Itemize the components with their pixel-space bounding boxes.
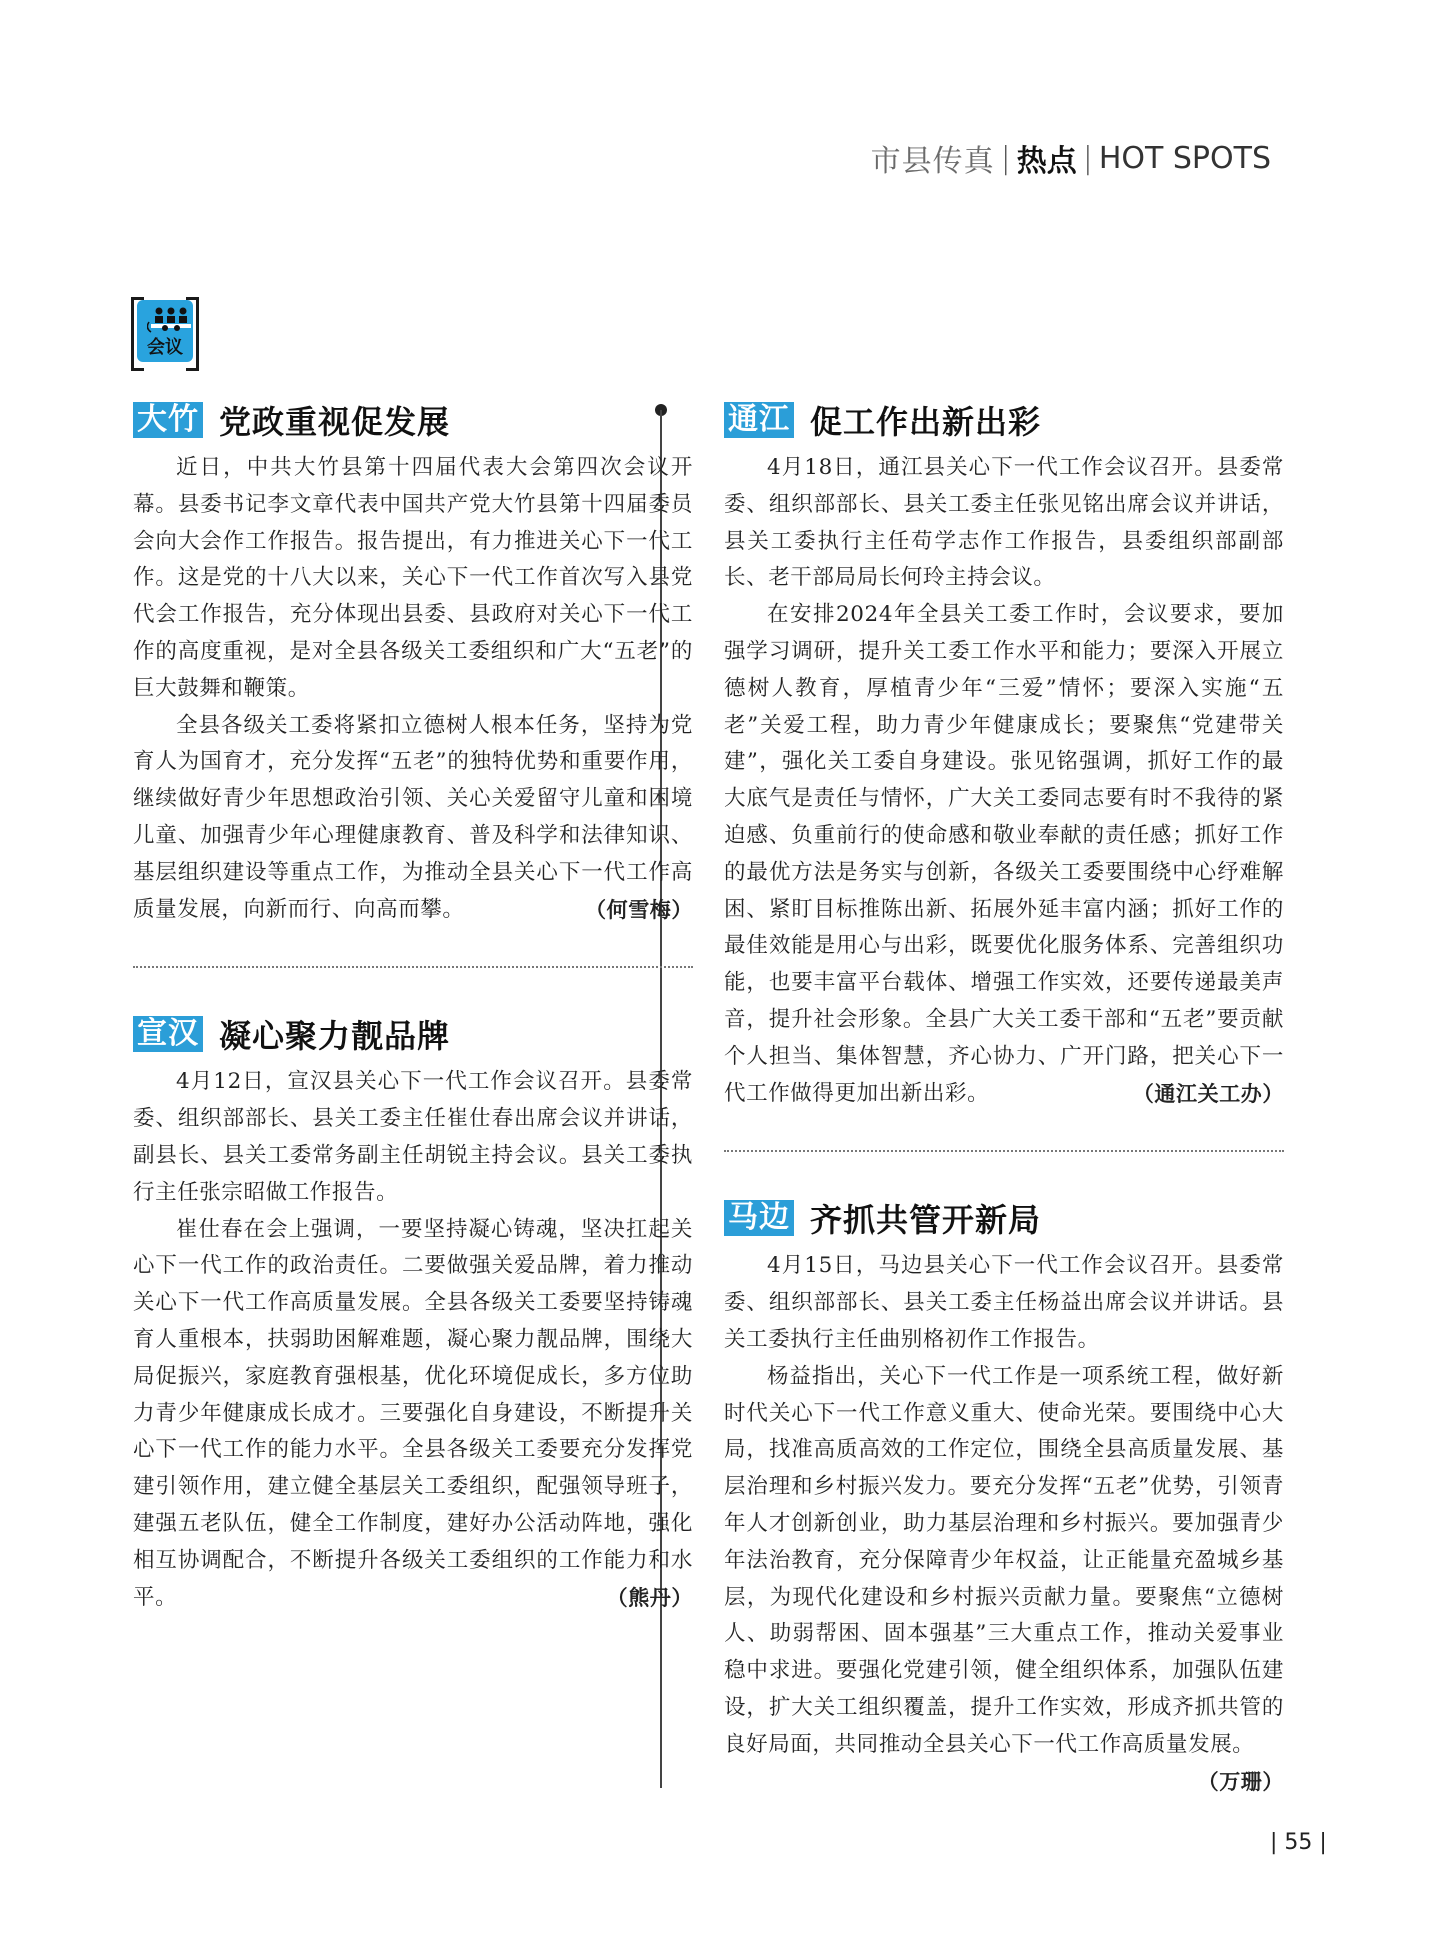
article-mabian (724, 1196, 1284, 1794)
article-title (724, 398, 1284, 442)
headline: 党政重视促发展 (219, 403, 451, 441)
header-separator-2: | (1082, 140, 1093, 176)
header-separator: | (1000, 140, 1011, 176)
badge-label: 会议 (147, 337, 183, 358)
byline: （熊丹） (606, 1585, 693, 1610)
article-title (133, 1012, 693, 1056)
left-column (133, 398, 693, 1616)
paragraph-with-byline (133, 708, 693, 929)
paragraph-text: 在安排2024年全县关工委工作时，会议要求，要加强学习调研，提升关工委工作水平和能力；要深入开展立德树人教育，厚植青少年“三爱”情怀；要深入实施“五老”关爱工程，助力青少年健康成长；要聚焦“党建带关建”，强化关工委自身建设。张见铭强调，抓好工作的最大底气是责任与情怀，广大关工委同志要有时不我待的紧迫感、负重前行的使命感和敬业奉献的责任感；抓好工作的最优方法是务实与创新，各级关工委要围绕中心纾难解困、紧盯目标推陈出新、拓展外延丰富内涵；抓好工作的最佳效能是用心与出彩，既要优化服务体系、完善组织功能，也要丰富平台载体、增强工作实效，还要传递最美声音，提升社会形象。全县广大关工委干部和“五老”要贡献个人担当、集体智慧，齐心协力、广开门路，把关心下一代工作做得更加出新出彩。 (724, 602, 1284, 1106)
paragraph: 4月15日，马边县关心下一代工作会议召开。县委常委、组织部部长、县关工委主任杨益出席会议并讲话。县关工委执行主任曲别格初作工作报告。 (724, 1253, 1284, 1352)
section-name: 市县传真 (870, 144, 995, 179)
header-english-label: HOT SPOTS (1098, 140, 1271, 176)
paragraph-with-byline (724, 1359, 1284, 1794)
article-tongjiang (724, 398, 1284, 1112)
paragraph-text: 全县各级关工委将紧扣立德树人根本任务，坚持为党育人为国育才，充分发挥“五老”的独特优势和重要作用，继续做好青少年思想政治引领、关心关爱留守儿童和困境儿童、加强青少年心理健康教育、普及科学和法律知识、基层组织建设等重点工作，为推动全县关心下一代工作高质量发展，向新而行、向高而攀。 (133, 712, 693, 922)
page-header (871, 136, 1271, 180)
article-xuanhan (133, 1012, 693, 1616)
dotted-separator (724, 1150, 1284, 1152)
headline: 促工作出新出彩 (810, 403, 1042, 441)
paragraph-with-byline (724, 597, 1284, 1112)
meeting-badge (131, 297, 199, 365)
county-tag: 宣汉 (133, 1016, 203, 1052)
county-tag: 大竹 (133, 402, 203, 438)
county-tag: 马边 (724, 1200, 794, 1236)
paragraph: 近日，中共大竹县第十四届代表大会第四次会议开幕。县委书记李文章代表中国共产党大竹县第十四届委员会向大会作工作报告。报告提出，有力推进关心下一代工作。这是党的十八大以来，关心下一代工作首次写入县党代会工作报告，充分体现出县委、县政府对关心下一代工作的高度重视，是对全县各级关工委组织和广大“五老”的巨大鼓舞和鞭策。 (133, 455, 693, 701)
paragraph: 4月18日，通江县关心下一代工作会议召开。县委常委、组织部部长、县关工委主任张见铭出席会议并讲话，县关工委执行主任苟学志作工作报告，县委组织部副部长、老干部局局长何玲主持会议。 (724, 455, 1284, 591)
county-tag: 通江 (724, 402, 794, 438)
right-column (724, 398, 1284, 1800)
headline: 齐抓共管开新局 (810, 1201, 1042, 1240)
byline: （何雪梅） (585, 897, 693, 922)
header-hot-label: 热点 (1016, 144, 1077, 179)
meeting-icon (147, 306, 195, 336)
byline: （通江关工办） (1132, 1081, 1284, 1106)
article-dazhu (133, 398, 693, 928)
badge-background (137, 300, 193, 362)
article-title (724, 1196, 1284, 1240)
paragraph-text: 崔仕春在会上强调，一要坚持凝心铸魂，坚决扛起关心下一代工作的政治责任。二要做强关爱品牌，着力推动关心下一代工作高质量发展。全县各级关工委要坚持铸魂育人重根本，扶弱助困解难题，凝心聚力靓品牌，围绕大局促振兴，家庭教育强根基，优化环境促成长，多方位助力青少年健康成长成才。三要强化自身建设，不断提升关心下一代工作的能力水平。全县各级关工委要充分发挥党建引领作用，建立健全基层关工委组织，配强领导班子，建强五老队伍，健全工作制度，建好办公活动阵地，强化相互协调配合，不断提升各级关工委组织的工作能力和水平。 (133, 1216, 693, 1610)
paragraph-text: 杨益指出，关心下一代工作是一项系统工程，做好新时代关心下一代工作意义重大、使命光荣。要围绕中心大局，找准高质高效的工作定位，围绕全县高质量发展、基层治理和乡村振兴发力。要充分发挥“五老”优势，引领青年人才创新创业，助力基层治理和乡村振兴。要加强青少年法治教育，充分保障青少年权益，让正能量充盈城乡基层，为现代化建设和乡村振兴贡献力量。要聚焦“立德树人、助弱帮困、固本强基”三大重点工作，推动关爱事业稳中求进。要强化党建引领，健全组织体系，加强队伍建设，扩大关工组织覆盖，提升工作实效，形成齐抓共管的良好局面，共同推动全县关心下一代工作高质量发展。 (724, 1363, 1284, 1757)
dotted-separator (133, 966, 693, 968)
headline: 凝心聚力靓品牌 (219, 1017, 451, 1056)
article-title (133, 398, 693, 442)
paragraph-with-byline (133, 1212, 693, 1617)
byline: （万珊） (1197, 1769, 1284, 1794)
paragraph: 4月12日，宣汉县关心下一代工作会议召开。县委常委、组织部部长、县关工委主任崔仕春出席会议并讲话，副县长、县关工委常务副主任胡锐主持会议。县关工委执行主任张宗昭做工作报告。 (133, 1069, 693, 1205)
page-number: | 55 | (1270, 1830, 1327, 1855)
